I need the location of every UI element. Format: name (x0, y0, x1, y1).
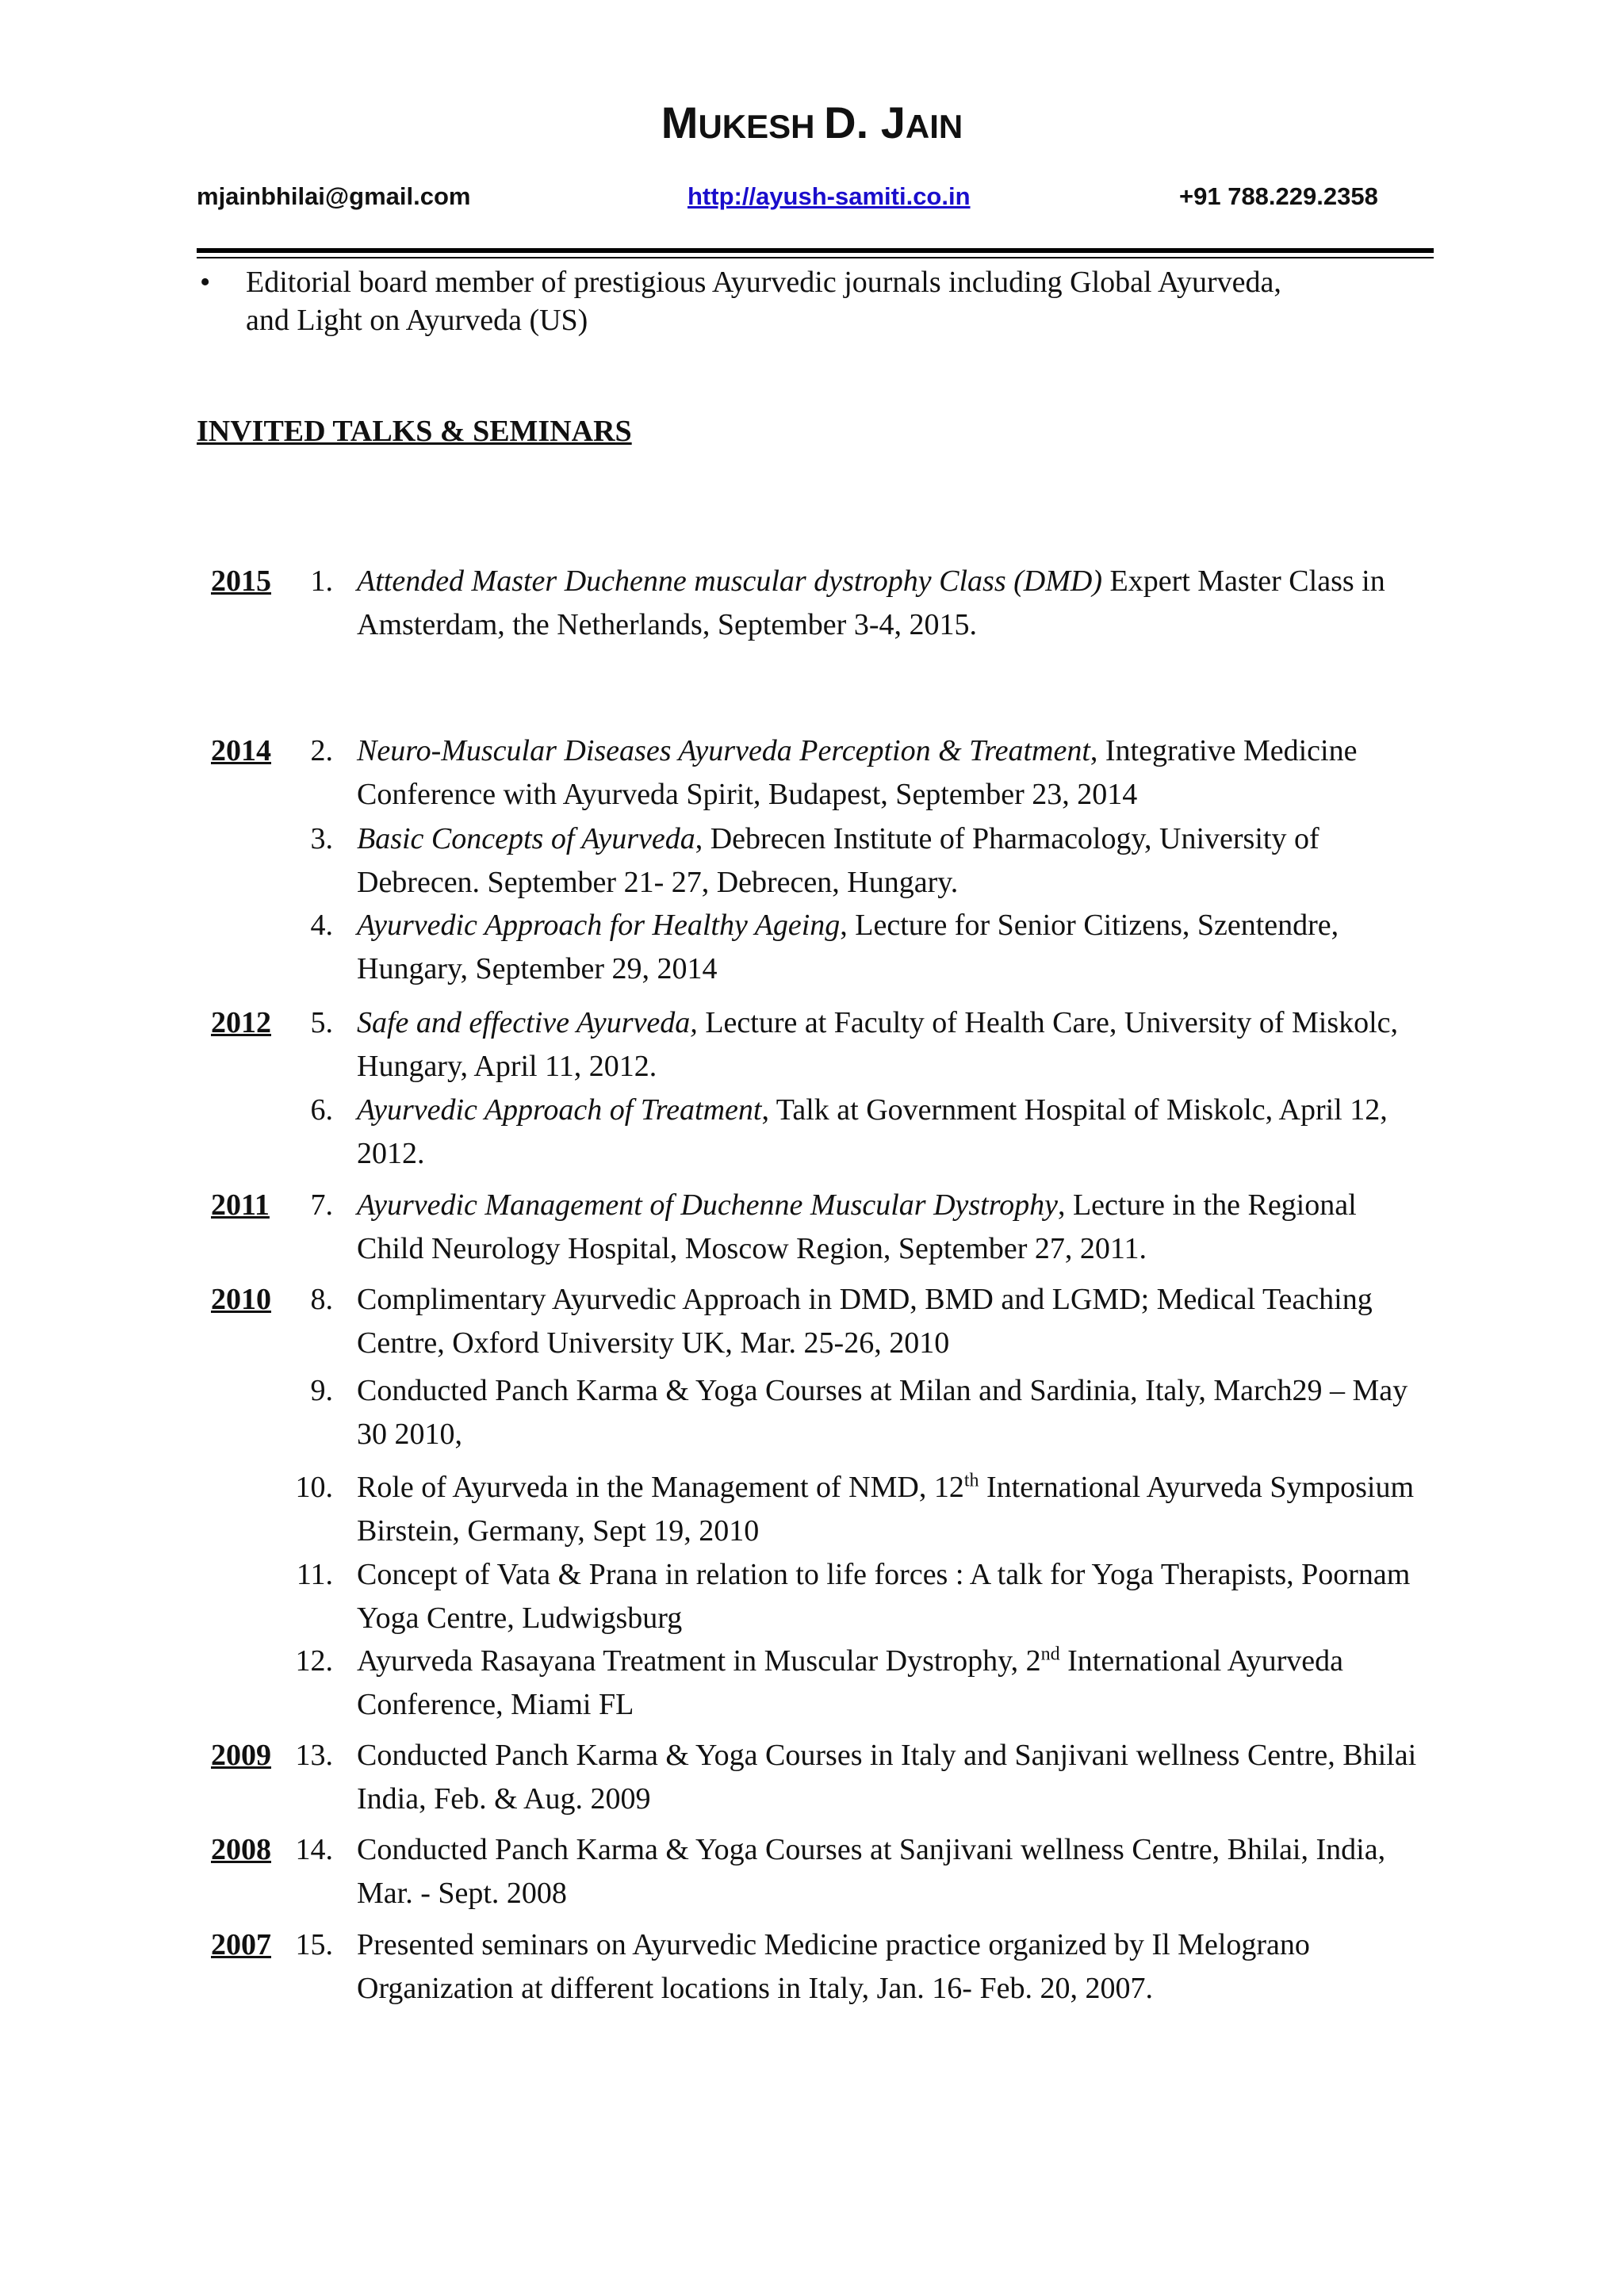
talk-title: Basic Concepts of Ayurveda (357, 822, 695, 855)
talk-description (357, 1734, 1427, 1821)
talk-number: 15. (295, 1928, 333, 1961)
talk-year: 2010 (211, 1283, 271, 1316)
website-link[interactable]: http://ayush-samiti.co.in (688, 182, 971, 210)
name-part-ain: AIN (905, 108, 963, 145)
talk-details-continued: International Ayurveda Conference, Miami FL (357, 1644, 1343, 1721)
talk-description (357, 1001, 1427, 1089)
talk-description (357, 904, 1427, 991)
talk-details: Conducted Panch Karma & Yoga Courses at Sanjivani wellness Centre, Bhilai, India, Mar. - Sept. 2008 (357, 1833, 1386, 1910)
talk-number: 5. (310, 1006, 333, 1039)
talk-number: 7. (310, 1188, 333, 1222)
ordinal-suffix: th (963, 1470, 979, 1491)
talk-year: 2014 (211, 734, 271, 767)
talk-description (357, 1369, 1427, 1456)
talk-year: 2007 (211, 1928, 271, 1961)
talk-number: 6. (310, 1093, 333, 1127)
talk-description (357, 1923, 1427, 2011)
talk-details: , Debrecen Institute of Pharmacology, University of Debrecen. September 21- 27, Debrecen, Hungary. (357, 822, 1320, 899)
talk-year: 2015 (211, 564, 271, 598)
resume-name (0, 97, 1624, 148)
talk-details: , Integrative Medicine Conference with Ayurveda Spirit, Budapest, September 23, 2014 (357, 734, 1358, 811)
header-divider-thick (197, 248, 1434, 253)
talk-title: Safe and effective Ayurveda, (357, 1006, 698, 1039)
talk-year: 2012 (211, 1006, 271, 1039)
talk-number: 11. (296, 1558, 333, 1591)
talk-description (357, 1278, 1427, 1365)
bullet-text (246, 263, 1419, 339)
talk-description (357, 1466, 1427, 1553)
talk-number: 3. (310, 822, 333, 855)
talk-details: Conducted Panch Karma & Yoga Courses at Milan and Sardinia, Italy, March29 – May 30 2010, (357, 1374, 1408, 1451)
talk-description (357, 1828, 1427, 1915)
talk-number: 4. (310, 909, 333, 942)
bullet-text-line-2: and Light on Ayurveda (US) (246, 304, 588, 337)
talk-description (357, 1640, 1427, 1727)
talk-details: Ayurveda Rasayana Treatment in Muscular Dystrophy, 2 (357, 1644, 1041, 1678)
talk-number: 2. (310, 734, 333, 767)
talk-description (357, 1553, 1427, 1640)
name-initial-j: J (880, 98, 906, 147)
talk-description (357, 1089, 1427, 1176)
talk-number: 12. (295, 1644, 333, 1678)
talk-details: Role of Ayurveda in the Management of NMD, 12 (357, 1471, 964, 1504)
bullet-text-line-1: Editorial board member of prestigious Ayurvedic journals including Global Ayurveda, (246, 266, 1281, 299)
talk-details: Lecture at Faculty of Health Care, University of Miskolc, Hungary, April 11, 2012. (357, 1006, 1399, 1083)
talk-description (357, 1184, 1427, 1271)
talk-details: Conducted Panch Karma & Yoga Courses in Italy and Sanjivani wellness Centre, Bhilai India, Feb. & Aug. 2009 (357, 1739, 1417, 1816)
talk-details: Presented seminars on Ayurvedic Medicine practice organized by Il Melograno Organization at different locations in Italy, Jan. 16- Feb. 20, 2007. (357, 1928, 1310, 2005)
talk-number: 10. (295, 1471, 333, 1504)
bullet-symbol: • (200, 266, 211, 299)
talk-description (357, 729, 1427, 817)
talk-title: Attended Master Duchenne muscular dystrophy Class (DMD) (357, 564, 1102, 598)
talk-details: Concept of Vata & Prana in relation to life forces : A talk for Yoga Therapists, Poornam Yoga Centre, Ludwigsburg (357, 1558, 1411, 1635)
email-address: mjainbhilai@gmail.com (197, 182, 471, 210)
talk-year: 2008 (211, 1833, 271, 1866)
talk-title: Neuro-Muscular Diseases Ayurveda Perception & Treatment (357, 734, 1090, 767)
talk-year: 2009 (211, 1739, 271, 1772)
name-part-d: D. (824, 98, 881, 147)
name-initial-m: M (661, 98, 699, 147)
talk-number: 1. (310, 564, 333, 598)
talk-year: 2011 (211, 1188, 270, 1222)
talk-details: Expert Master Class in Amsterdam, the Netherlands, September 3-4, 2015. (357, 564, 1385, 641)
header-divider-thin (197, 257, 1434, 258)
phone-number: +91 788.229.2358 (1179, 182, 1378, 210)
talk-title: Ayurvedic Approach for Healthy Ageing (357, 909, 841, 942)
talk-number: 14. (295, 1833, 333, 1866)
talk-details: , Lecture for Senior Citizens, Szentendre, Hungary, September 29, 2014 (357, 909, 1339, 985)
talk-number: 8. (310, 1283, 333, 1316)
name-part-ukesh: UKESH (698, 108, 825, 145)
talk-details-continued: International Ayurveda Symposium Birstein, Germany, Sept 19, 2010 (357, 1471, 1415, 1548)
talk-title: Ayurvedic Approach of Treatment (357, 1093, 762, 1127)
section-heading-invited-talks: INVITED TALKS & SEMINARS (197, 415, 632, 448)
talk-description (357, 817, 1427, 905)
talk-number: 13. (295, 1739, 333, 1772)
ordinal-suffix: nd (1040, 1644, 1060, 1665)
talk-details: , Lecture in the Regional Child Neurology Hospital, Moscow Region, September 27, 2011. (357, 1188, 1357, 1265)
talk-details: , Talk at Government Hospital of Miskolc, April 12, 2012. (357, 1093, 1388, 1170)
talk-details: Complimentary Ayurvedic Approach in DMD, BMD and LGMD; Medical Teaching Centre, Oxford University UK, Mar. 25-26, 2010 (357, 1283, 1373, 1360)
talk-title: Ayurvedic Management of Duchenne Muscular Dystrophy (357, 1188, 1058, 1222)
talk-description (357, 560, 1427, 647)
talk-number: 9. (310, 1374, 333, 1407)
